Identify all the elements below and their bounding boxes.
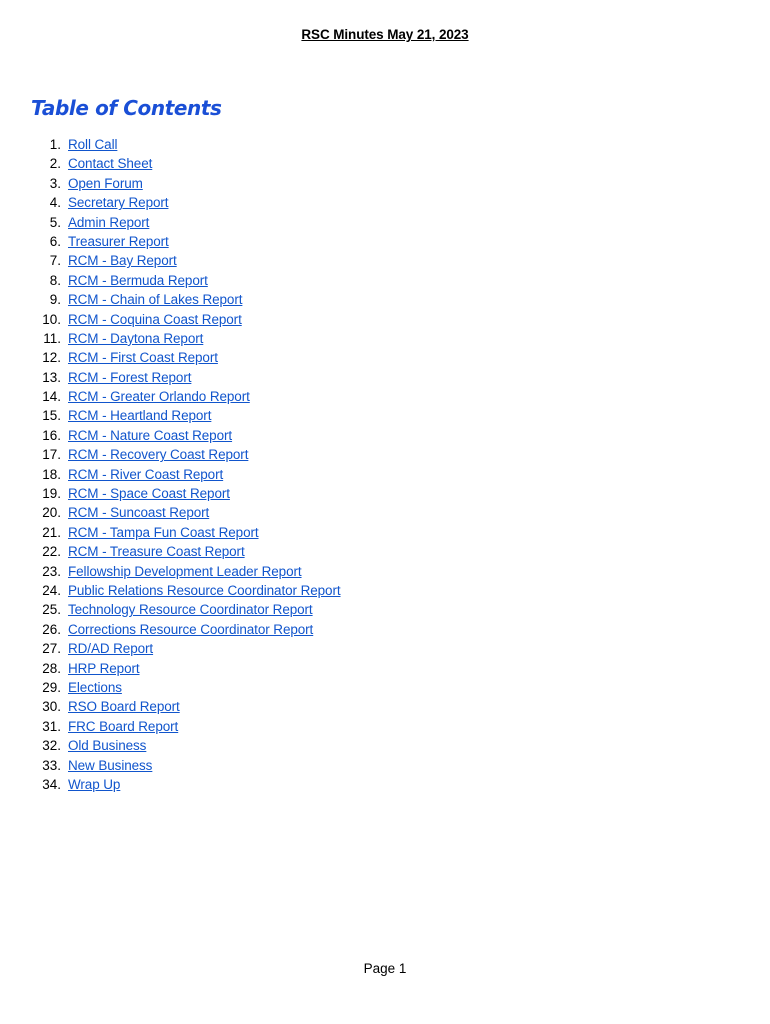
toc-item-link[interactable]: RCM - Heartland Report	[68, 408, 212, 424]
toc-item-number: 2.	[49, 156, 61, 172]
toc-item-number: 7.	[49, 253, 61, 269]
toc-item-number: 14.	[42, 389, 61, 405]
toc-item-link[interactable]: HRP Report	[68, 660, 140, 676]
toc-item-number: 34.	[42, 776, 61, 792]
toc-item	[0, 154, 341, 173]
toc-item-number: 26.	[42, 621, 61, 637]
toc-item	[0, 542, 341, 561]
toc-item-link[interactable]: Wrap Up	[68, 776, 121, 792]
toc-item-number: 8.	[49, 272, 61, 288]
toc-item-number: 9.	[49, 292, 61, 308]
toc-item-link[interactable]: Secretary Report	[68, 195, 169, 211]
toc-item-number: 29.	[42, 679, 61, 695]
toc-item-link[interactable]: RCM - Space Coast Report	[68, 486, 230, 502]
toc-item-number: 5.	[49, 214, 61, 230]
toc-item-link[interactable]: New Business	[68, 757, 153, 773]
toc-item	[0, 387, 341, 406]
toc-item-number: 23.	[42, 563, 61, 579]
toc-item-link[interactable]: RCM - Bermuda Report	[68, 272, 208, 288]
toc-item-number: 17.	[42, 447, 61, 463]
toc-item-number: 30.	[42, 699, 61, 715]
toc-item	[0, 213, 341, 232]
toc-item-number: 12.	[42, 350, 61, 366]
toc-item-link[interactable]: Public Relations Resource Coordinator Report	[68, 582, 341, 598]
toc-item-link[interactable]: Treasurer Report	[68, 233, 169, 249]
toc-item	[0, 445, 341, 464]
toc-item-link[interactable]: RCM - Tampa Fun Coast Report	[68, 524, 259, 540]
toc-item-link[interactable]: RSO Board Report	[68, 699, 180, 715]
toc-item	[0, 484, 341, 503]
toc-item-link[interactable]: RCM - Chain of Lakes Report	[68, 292, 243, 308]
toc-item-number: 24.	[42, 582, 61, 598]
toc-item	[0, 406, 341, 425]
toc-item	[0, 290, 341, 309]
toc-item-number: 33.	[42, 757, 61, 773]
toc-item	[0, 581, 341, 600]
toc-item-link[interactable]: FRC Board Report	[68, 718, 179, 734]
toc-item-number: 22.	[42, 544, 61, 560]
toc-item-number: 32.	[42, 738, 61, 754]
toc-item-link[interactable]: Admin Report	[68, 214, 150, 230]
toc-item-link[interactable]: Open Forum	[68, 175, 143, 191]
toc-item	[0, 348, 341, 367]
toc-item-link[interactable]: Corrections Resource Coordinator Report	[68, 621, 314, 637]
toc-item-link[interactable]: RCM - Coquina Coast Report	[68, 311, 242, 327]
toc-item-number: 1.	[49, 137, 61, 152]
toc-item-link[interactable]: RCM - Daytona Report	[68, 330, 204, 346]
toc-item-link[interactable]: Contact Sheet	[68, 156, 153, 172]
toc-item	[0, 523, 341, 542]
toc-item-number: 27.	[42, 641, 61, 657]
toc-item-link[interactable]: Elections	[68, 679, 122, 695]
toc-item	[0, 368, 341, 387]
toc-item-number: 10.	[42, 311, 61, 327]
toc-item	[0, 465, 341, 484]
toc-item-link[interactable]: RCM - Nature Coast Report	[68, 427, 233, 443]
toc-item-link[interactable]: RCM - Greater Orlando Report	[68, 389, 250, 405]
toc-item-number: 28.	[42, 660, 61, 676]
toc-item	[0, 659, 341, 678]
toc-item-link[interactable]: RCM - Bay Report	[68, 253, 177, 269]
toc-item	[0, 717, 341, 736]
toc-item-number: 20.	[42, 505, 61, 521]
toc-item-number: 19.	[42, 486, 61, 502]
toc-item-link[interactable]: RCM - Suncoast Report	[68, 505, 210, 521]
toc-item-link[interactable]: RD/AD Report	[68, 641, 154, 657]
toc-item	[0, 232, 341, 251]
toc-item-number: 16.	[42, 427, 61, 443]
toc-item-link[interactable]: Roll Call	[68, 137, 118, 152]
toc-item	[0, 193, 341, 212]
toc-item	[0, 329, 341, 348]
toc-item-number: 6.	[49, 233, 61, 249]
toc-item	[0, 271, 341, 290]
toc-item-number: 11.	[43, 330, 61, 346]
page-number: Page 1	[363, 961, 407, 976]
toc-item-number: 31.	[42, 718, 61, 734]
toc-item	[0, 775, 341, 794]
toc-item-link[interactable]: RCM - Treasure Coast Report	[68, 544, 245, 560]
toc-item-link[interactable]: RCM - Forest Report	[68, 369, 192, 385]
toc-item	[0, 600, 341, 619]
toc-item	[0, 503, 341, 522]
toc-item-number: 25.	[42, 602, 61, 618]
toc-list	[0, 135, 341, 794]
toc-item	[0, 426, 341, 445]
toc-item	[0, 562, 341, 581]
toc-item	[0, 620, 341, 639]
toc-item-link[interactable]: Technology Resource Coordinator Report	[68, 602, 313, 618]
toc-item	[0, 251, 341, 270]
toc-item-number: 15.	[42, 408, 61, 424]
document-header: RSC Minutes May 21, 2023	[301, 27, 469, 42]
toc-item	[0, 174, 341, 193]
toc-item-number: 18.	[42, 466, 61, 482]
toc-item-link[interactable]: RCM - Recovery Coast Report	[68, 447, 249, 463]
toc-item-link[interactable]: Old Business	[68, 738, 147, 754]
toc-title: Table of Contents	[31, 96, 222, 120]
toc-item	[0, 639, 341, 658]
toc-item	[0, 310, 341, 329]
toc-item	[0, 678, 341, 697]
toc-item-link[interactable]: RCM - First Coast Report	[68, 350, 218, 366]
toc-item-number: 21.	[42, 524, 61, 540]
toc-item-number: 4.	[49, 195, 61, 211]
toc-item-link[interactable]: RCM - River Coast Report	[68, 466, 224, 482]
toc-item	[0, 135, 341, 154]
toc-item	[0, 756, 341, 775]
toc-item-link[interactable]: Fellowship Development Leader Report	[68, 563, 302, 579]
toc-item	[0, 697, 341, 716]
toc-item-number: 13.	[42, 369, 61, 385]
toc-item-number: 3.	[49, 175, 61, 191]
toc-item	[0, 736, 341, 755]
